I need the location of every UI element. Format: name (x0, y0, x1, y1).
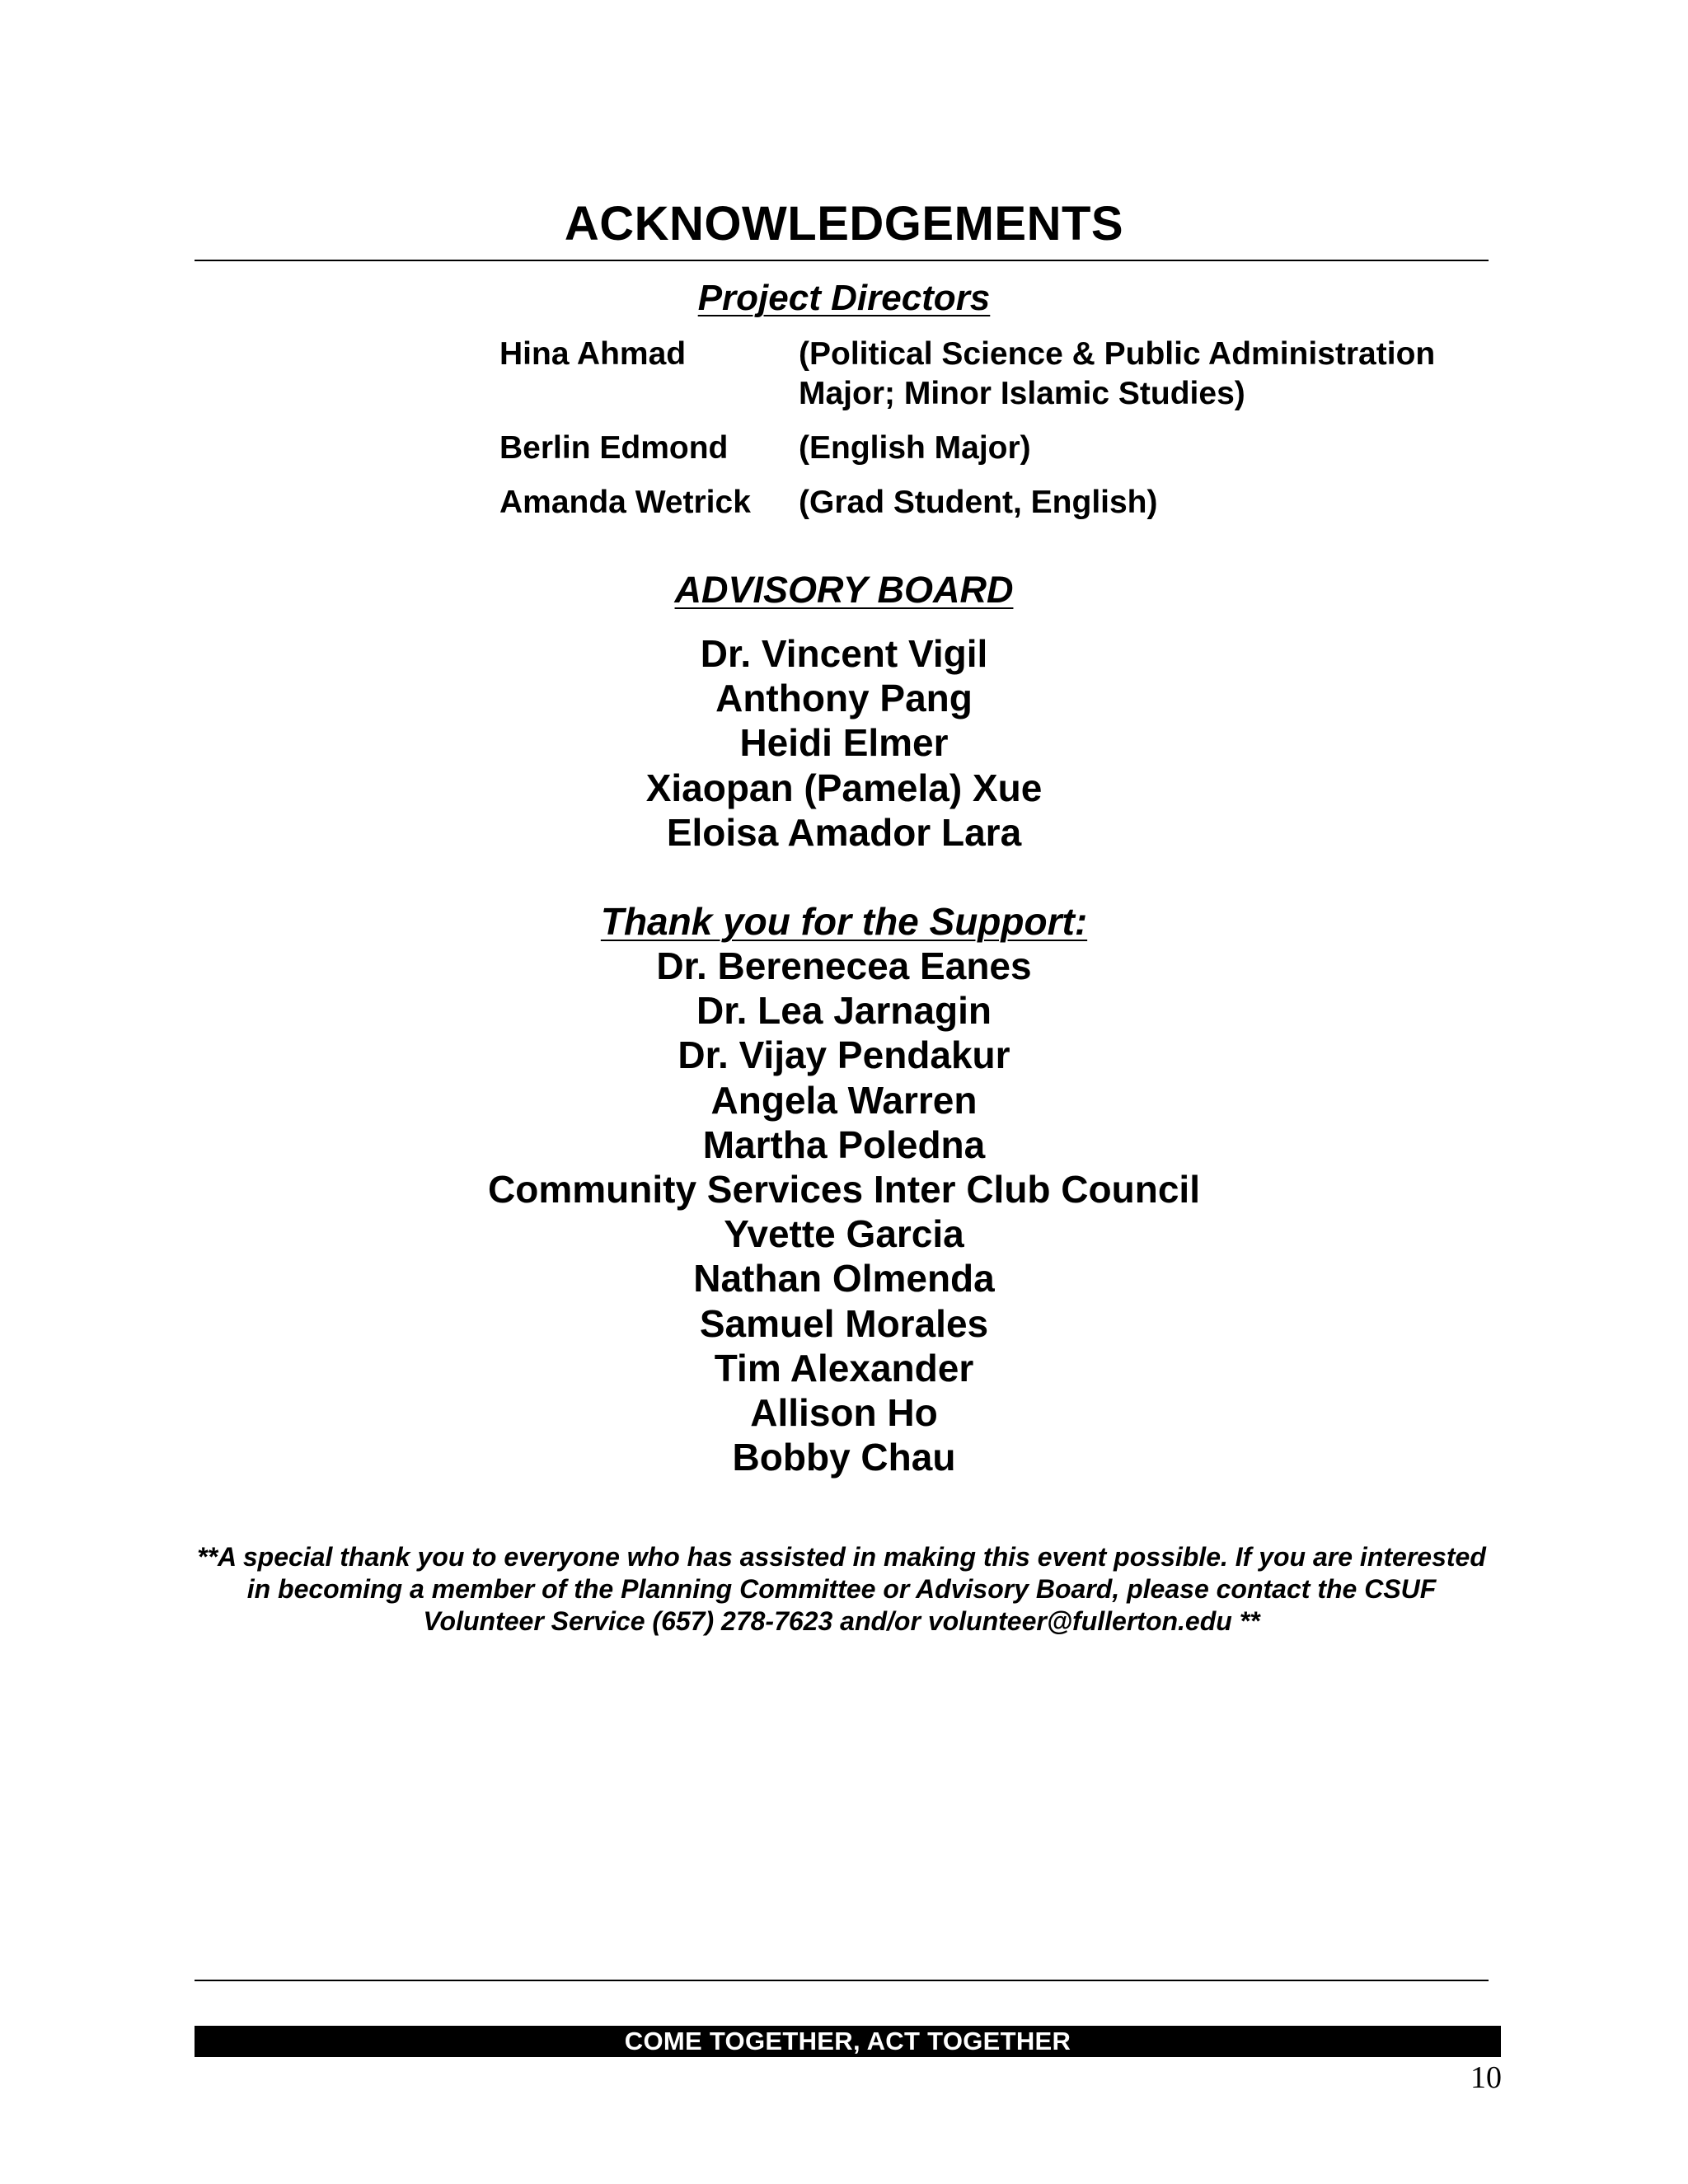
support-member: Dr. Lea Jarnagin (696, 989, 992, 1033)
support-heading: Thank you for the Support: (600, 900, 1088, 943)
advisory-board-list (0, 631, 1688, 855)
director-row (499, 483, 1489, 523)
support-member: Samuel Morales (699, 1301, 989, 1345)
support-member: Yvette Garcia (724, 1212, 964, 1256)
support-member: Tim Alexander (714, 1346, 974, 1390)
director-name: Hina Ahmad (499, 336, 687, 372)
support-member: Allison Ho (750, 1391, 938, 1435)
director-role: (Political Science & Public Administration Major; Minor Islamic Studies) (799, 336, 1436, 411)
footer-divider (195, 1980, 1489, 1981)
project-directors-list (499, 335, 1489, 537)
support-member: Bobby Chau (732, 1436, 956, 1479)
support-member: Nathan Olmenda (693, 1257, 995, 1301)
advisory-member: Anthony Pang (715, 677, 973, 720)
advisory-member: Dr. Vincent Vigil (700, 632, 988, 675)
page-title: ACKNOWLEDGEMENTS (564, 197, 1124, 251)
director-row (499, 429, 1489, 468)
advisory-member: Heidi Elmer (739, 721, 949, 765)
page-number: 10 (1470, 2060, 1502, 2095)
support-member: Community Services Inter Club Council (488, 1168, 1200, 1212)
support-member: Dr. Vijay Pendakur (678, 1033, 1010, 1077)
advisory-member: Eloisa Amador Lara (666, 810, 1022, 854)
support-list (0, 944, 1688, 1479)
advisory-board-heading: ADVISORY BOARD (674, 569, 1014, 611)
director-role: (English Major) (799, 430, 1031, 466)
support-member: Angela Warren (710, 1078, 978, 1122)
project-directors-heading: Project Directors (697, 278, 991, 318)
advisory-member: Xiaopan (Pamela) Xue (645, 766, 1043, 809)
special-thanks-note: **A special thank you to everyone who has assisted in making this event possible. If you are interested in becoming a member of the Planning Committee or Advisory Board, please contact the CSUF Volunteer Service (657) 278-7623 and/or volunteer@fullerton.edu ** (197, 1542, 1486, 1636)
director-name: Amanda Wetrick (499, 485, 751, 520)
footer-tagline: COME TOGETHER, ACT TOGETHER (195, 2026, 1501, 2057)
title-divider (195, 260, 1489, 261)
support-member: Martha Poledna (702, 1122, 986, 1166)
support-member: Dr. Berenecea Eanes (656, 944, 1032, 987)
director-row (499, 335, 1489, 414)
director-name: Berlin Edmond (499, 430, 729, 466)
director-role: (Grad Student, English) (799, 485, 1158, 520)
